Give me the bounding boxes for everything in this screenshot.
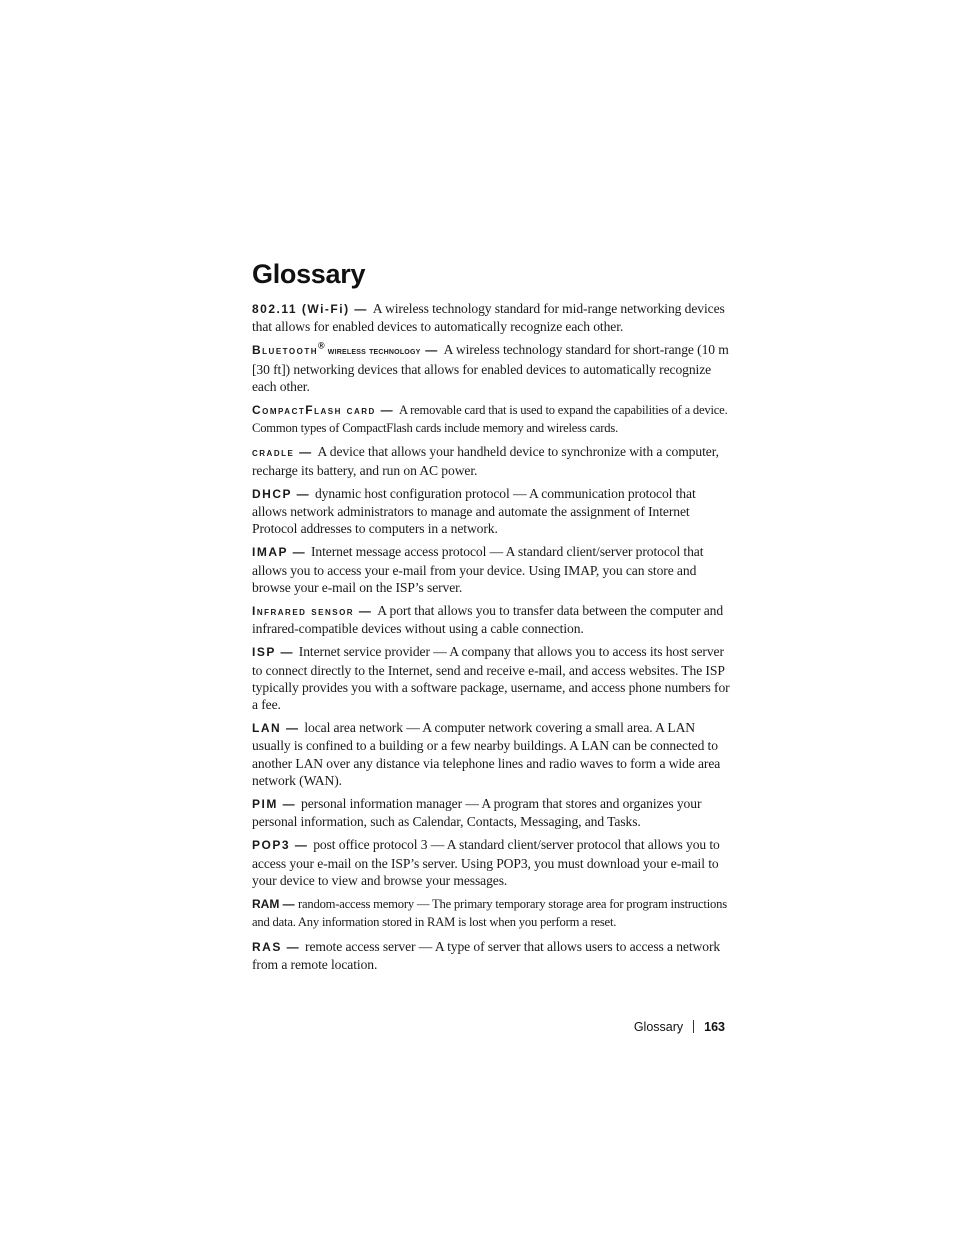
- glossary-entry-lan: [252, 719, 730, 789]
- term-dash: —: [275, 645, 299, 660]
- glossary-definition: A removable card that is used to expand the capabilities of a device. Common types of CompactFlash cards include memory and wireless cards.: [252, 403, 728, 436]
- glossary-entry-ram: [252, 895, 730, 931]
- glossary-definition: A wireless technology standard for mid-range networking devices that allows for enabled devices to automatically recognize each other.: [252, 301, 725, 335]
- glossary-term: ISP: [252, 645, 276, 660]
- glossary-entry-pim: [252, 795, 730, 830]
- glossary-entry-ras: [252, 938, 730, 973]
- term-dash: —: [281, 721, 305, 736]
- glossary-term: IMAP: [252, 545, 288, 560]
- glossary-list: [252, 300, 730, 979]
- glossary-term: CompactFlash card: [252, 403, 376, 418]
- glossary-term-suffix: wireless technology: [324, 345, 421, 358]
- term-dash: —: [291, 486, 315, 501]
- term-dash: —: [279, 897, 298, 912]
- glossary-entry-wifi: [252, 300, 730, 335]
- glossary-term: RAM: [252, 897, 280, 912]
- term-dash: —: [349, 302, 373, 316]
- glossary-definition: remote access server — A type of server that allows users to access a network from a remote location.: [252, 938, 721, 972]
- term-dash: —: [277, 797, 302, 812]
- glossary-term: PIM: [252, 797, 278, 812]
- term-dash: —: [354, 604, 378, 619]
- page-footer: [634, 1020, 725, 1034]
- term-dash: —: [375, 403, 399, 418]
- glossary-definition: A port that allows you to transfer data between the computer and infrared-compatible devices without using a cable connection.: [252, 603, 724, 637]
- glossary-definition: local area network — A computer network covering a small area. A LAN usually is confined to a building or a few nearby buildings. A LAN can be connected to another LAN over any distance via telephone lines and radio waves to form a wide area network (WAN).: [252, 720, 721, 788]
- glossary-definition: A wireless technology standard for short-range (10 m [30 ft]) networking devices that allows for enabled devices to automatically recognize each other.: [252, 342, 729, 394]
- glossary-entry-pop3: [252, 836, 730, 889]
- glossary-definition: personal information manager — A program that stores and organizes your personal information, such as Calendar, Contacts, Messaging, and Tasks.: [252, 796, 702, 830]
- glossary-entry-cradle: [252, 443, 730, 478]
- glossary-term: POP3: [252, 838, 291, 853]
- page-title: Glossary: [252, 259, 366, 289]
- glossary-definition: Internet service provider — A company that allows you to access its host server to connect directly to the Internet, send and receive e-mail, and access websites. The ISP typically provides you with a software package, username, and access phone numbers for a fee.: [252, 644, 730, 713]
- term-dash: —: [294, 445, 318, 460]
- glossary-term: Infrared sensor: [252, 604, 355, 619]
- registered-mark: ®: [318, 340, 325, 351]
- glossary-definition: post office protocol 3 — A standard client/server protocol that allows you to access your e-mail on the ISP’s server. Using POP3, you must download your e-mail to your device to view and browse your messages.: [252, 837, 720, 888]
- glossary-term: RAS: [252, 939, 282, 954]
- glossary-entry-isp: [252, 643, 730, 713]
- term-dash: —: [287, 545, 311, 560]
- footer-section-title: Glossary: [633, 1020, 684, 1034]
- term-dash: —: [420, 343, 444, 358]
- term-dash: —: [281, 939, 306, 954]
- glossary-term: Bluetooth: [252, 343, 319, 358]
- glossary-entry-compactflash: [252, 401, 730, 437]
- glossary-definition: Internet message access protocol — A standard client/server protocol that allows you to access your e-mail from your device. Using IMAP, you can store and browse your e-mail on the ISP’s server.: [252, 544, 704, 595]
- glossary-entry-imap: [252, 543, 730, 596]
- glossary-definition: A device that allows your handheld device to synchronize with a computer, recharge its battery, and run on AC power.: [252, 444, 719, 478]
- glossary-entry-bluetooth: [252, 341, 730, 395]
- glossary-entry-dhcp: [252, 485, 730, 538]
- glossary-term: cradle: [252, 445, 295, 460]
- glossary-term: 802.11 (Wi-Fi): [252, 302, 350, 316]
- glossary-definition: dynamic host configuration protocol — A communication protocol that allows network administrators to manage and automate the assignment of Internet Protocol addresses to computers in a network.: [252, 485, 696, 537]
- page-number: 163: [704, 1020, 725, 1034]
- footer-divider: [693, 1020, 694, 1033]
- term-dash: —: [290, 838, 314, 853]
- glossary-entry-infrared-sensor: [252, 602, 730, 637]
- glossary-term: LAN: [252, 721, 282, 736]
- glossary-definition: random-access memory — The primary temporary storage area for program instructions and data. Any information stored in RAM is lost when you perform a reset.: [252, 897, 727, 930]
- glossary-term: DHCP: [252, 486, 292, 501]
